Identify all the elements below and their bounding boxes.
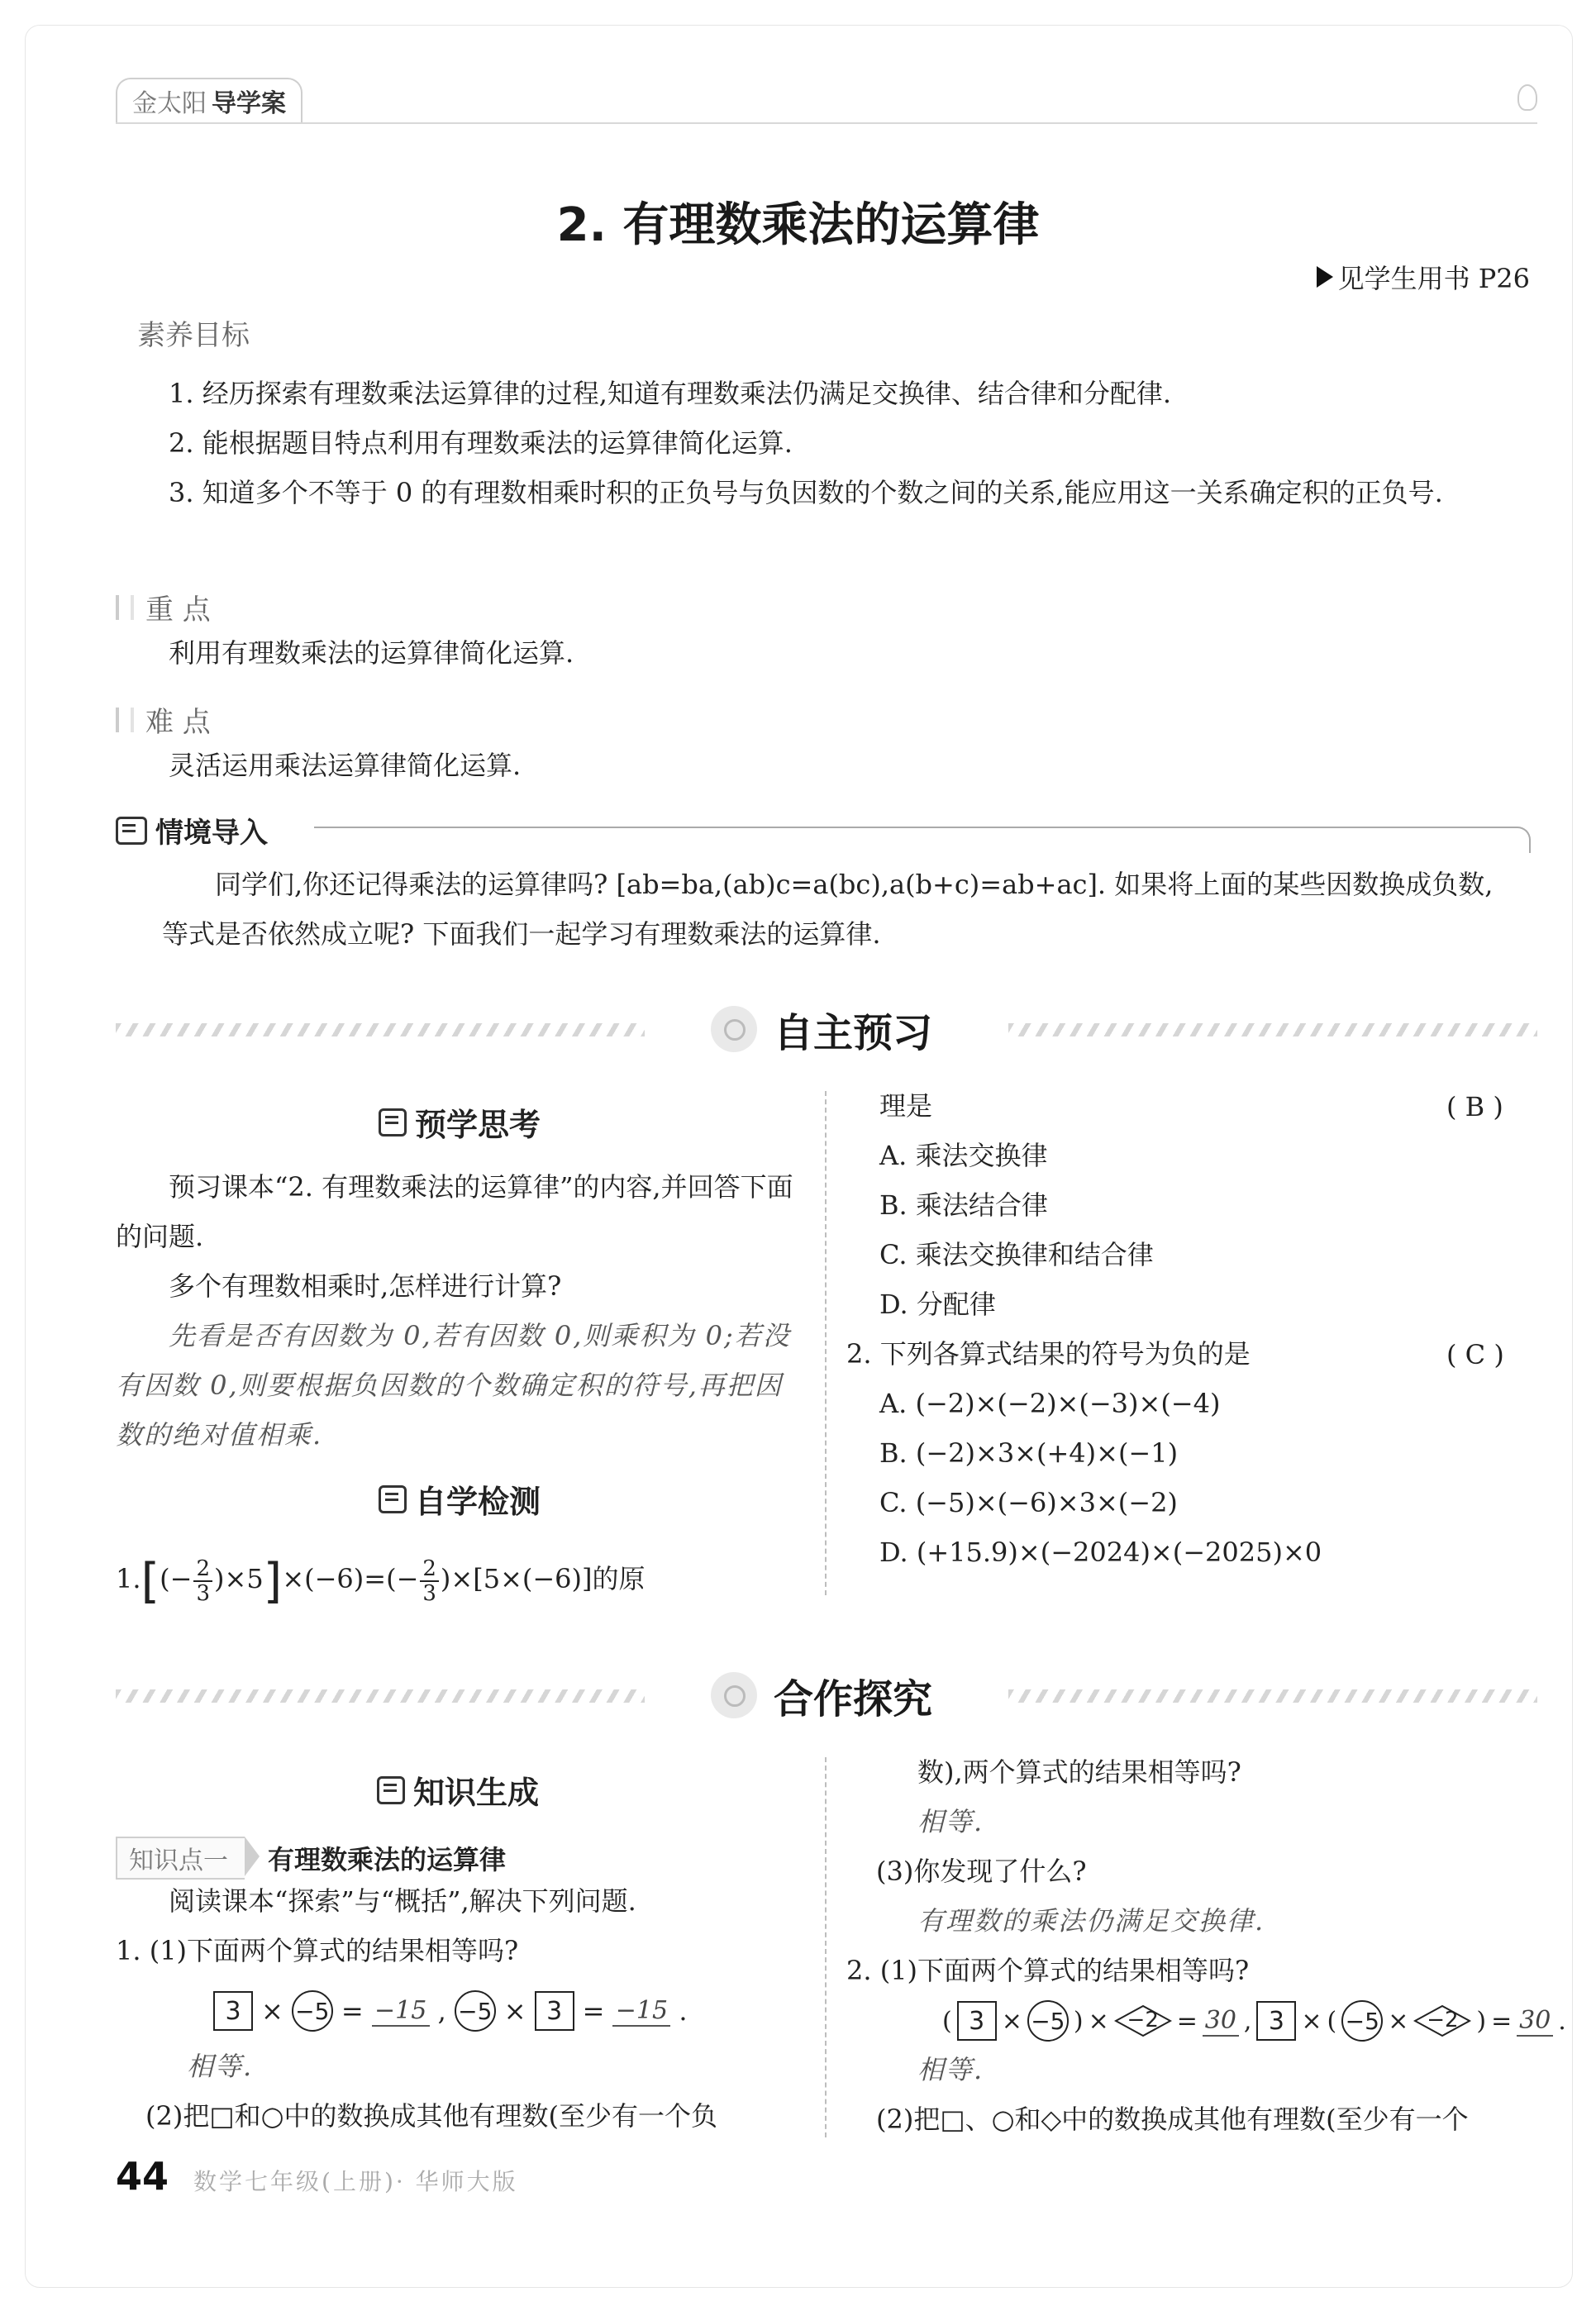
check-heading <box>379 1476 541 1522</box>
column-divider <box>825 1091 827 1595</box>
times-sign: × <box>261 1995 283 2027</box>
q2-answer: ( C ) <box>1446 1339 1504 1370</box>
check-title: 自学检测 <box>415 1484 541 1520</box>
goal-item: 3. 知道多个不等于 0 的有理数相乘时积的正负号与负因数的个数之间的关系,能应用这一关系确定积的正负号. <box>169 477 1443 508</box>
equals-sign: = <box>1491 2006 1513 2036</box>
coop-q1-2: (2)把□和○中的数换成其他有理数(至少有一个负 <box>145 2100 717 2132</box>
square-box: 3 <box>1256 2001 1296 2041</box>
book-reference <box>1317 258 1530 296</box>
magnifier-icon <box>711 1006 757 1052</box>
bulb-icon <box>1517 84 1537 111</box>
key-point-label <box>116 587 211 627</box>
circle-box: −5 <box>455 1990 496 2032</box>
q2-option: B. (−2)×3×(+4)×(−1) <box>879 1437 1179 1469</box>
circle-box: −5 <box>1027 2000 1069 2042</box>
coop-q1-2-cont: 数),两个算式的结果相等吗? <box>917 1756 1241 1788</box>
q2-option: A. (−2)×(−2)×(−3)×(−4) <box>879 1388 1221 1419</box>
equation-row-2 <box>942 2000 1566 2042</box>
equals-sign: = <box>1176 2006 1198 2036</box>
times-sign: × <box>1301 2006 1322 2036</box>
goals-list <box>116 369 1537 517</box>
square-box: 3 <box>213 1991 253 2031</box>
fraction-denominator: 3 <box>196 1580 211 1606</box>
times-sign: × <box>1001 2006 1022 2036</box>
magnifier-icon <box>711 1672 757 1718</box>
q1-part-c: ×(−6)= <box>282 1563 387 1594</box>
paren-open: ( <box>1327 2006 1337 2036</box>
separator: , <box>437 1995 446 2027</box>
q1-number: 1. <box>116 1563 141 1594</box>
circle-box: −5 <box>292 1990 333 2032</box>
footer-text: 数学七年级(上册)· 华师大版 <box>193 2168 518 2195</box>
fraction-numerator: 2 <box>420 1557 439 1582</box>
fraction <box>420 1557 439 1605</box>
bracket-close: ] <box>263 1552 283 1609</box>
goal-item: 1. 经历探索有理数乘法运算律的过程,知道有理数乘法仍满足交换律、结合律和分配律. <box>169 378 1172 409</box>
header-brand <box>116 78 1537 124</box>
answer-equal: 相等. <box>917 1806 984 1837</box>
coop-q2-2: (2)把□、○和◇中的数换成其他有理数(至少有一个 <box>876 2104 1469 2135</box>
difficulty-text: 灵活运用乘法运算律简化运算. <box>169 750 522 781</box>
dash-icon <box>116 595 134 620</box>
q1-continuation: 理是 <box>879 1090 933 1122</box>
q1-part-d: ×[5×(−6)]的原 <box>450 1563 646 1594</box>
times-sign: × <box>1388 2006 1409 2036</box>
q1-option: B. 乘法结合律 <box>879 1189 1048 1221</box>
key-point-text: 利用有理数乘法的运算律简化运算. <box>169 637 574 669</box>
q2-option: D. (+15.9)×(−2024)×(−2025)×0 <box>879 1537 1322 1568</box>
q1-answer: ( B ) <box>1446 1091 1503 1122</box>
separator: , <box>1243 2006 1252 2036</box>
answer-blank: 30 <box>1203 2006 1239 2037</box>
preview-banner-title: 自主预习 <box>764 1001 942 1058</box>
notebook-icon <box>377 1776 405 1804</box>
equals-sign: = <box>341 1995 364 2027</box>
coop-q1-3: (3)你发现了什么? <box>876 1856 1087 1887</box>
square-box: 3 <box>535 1991 574 2031</box>
brand-series: 导学案 <box>212 89 286 118</box>
q1-part-a2: (− <box>386 1563 419 1594</box>
page-number: 44 <box>116 2154 169 2199</box>
banner-decoration <box>116 1689 645 1703</box>
book-icon <box>379 1108 407 1136</box>
goals-label: 素养目标 <box>137 319 250 352</box>
intro-title: 情境导入 <box>155 817 268 850</box>
paren-open: ( <box>942 2006 952 2036</box>
answer-blank: 30 <box>1517 2006 1553 2037</box>
gen-title: 知识生成 <box>413 1775 540 1811</box>
q1-option: C. 乘法交换律和结合律 <box>879 1239 1154 1270</box>
dash-icon <box>116 708 134 732</box>
q1-part-a: (− <box>160 1563 193 1594</box>
fraction-denominator: 3 <box>422 1580 436 1606</box>
paren-close: ) <box>1476 2006 1487 2036</box>
diamond-value: −2 <box>1427 2008 1459 2032</box>
gen-heading <box>377 1767 539 1813</box>
knowledge-point-tag <box>116 1837 506 1880</box>
page-title: 2. 有理数乘法的运算律 <box>556 198 1040 252</box>
circle-box: −5 <box>1341 2000 1383 2042</box>
times-sign: × <box>503 1995 526 2027</box>
intro-heading <box>116 810 268 851</box>
brand-logo <box>116 78 303 122</box>
q1-part-b: )×5 <box>214 1563 264 1594</box>
think-text: 预习课本“2. 有理数乘法的运算律”的内容,并回答下面的问题. <box>116 1171 793 1252</box>
q1-option: D. 分配律 <box>879 1289 996 1320</box>
think-heading <box>379 1099 541 1145</box>
think-question: 多个有理数相乘时,怎样进行计算? <box>169 1270 562 1302</box>
q2-option: C. (−5)×(−6)×3×(−2) <box>879 1487 1178 1518</box>
period: . <box>1558 2006 1566 2036</box>
intro-text: 同学们,你还记得乘法的运算律吗? [ab=ba,(ab)c=a(bc),a(b+c)=ab+ac]. 如果将上面的某些因数换成负数,等式是否依然成立呢? 下面我们一起学习有理数乘法的运算律. <box>162 869 1494 950</box>
chat-icon <box>116 817 147 845</box>
kp-title: 有理数乘法的运算律 <box>268 1844 507 1875</box>
difficulty-label-text: 难 点 <box>145 706 211 739</box>
banner-decoration <box>1008 1689 1537 1703</box>
times-sign: × <box>1088 2006 1109 2036</box>
think-answer: 先看是否有因数为 0,若有因数 0,则乘积为 0;若没有因数 0,则要根据负因数的个数确定积的符号,再把因数的绝对值相乘. <box>116 1320 791 1451</box>
coop-read: 阅读课本“探索”与“概括”,解决下列问题. <box>169 1885 636 1917</box>
coop-banner-title: 合作探究 <box>764 1667 942 1724</box>
equation-row-1 <box>213 1990 688 2032</box>
preview-banner <box>116 992 1537 1066</box>
column-divider <box>825 1757 827 2137</box>
diamond-box <box>1413 2004 1471 2037</box>
check-icon <box>379 1485 407 1513</box>
banner-decoration <box>116 1023 645 1036</box>
answer-blank: −15 <box>612 1996 670 2027</box>
q1-paren-close: ) <box>440 1563 451 1594</box>
book-reference-text: 见学生用书 P26 <box>1337 263 1530 294</box>
q1-option: A. 乘法交换律 <box>879 1140 1048 1171</box>
paren-close: ) <box>1073 2006 1084 2036</box>
key-point-label-text: 重 点 <box>145 593 211 627</box>
check-q1 <box>116 1546 810 1614</box>
banner-decoration <box>1008 1023 1537 1036</box>
difficulty-label <box>116 699 211 740</box>
brand-name: 金太阳 <box>132 89 207 118</box>
period: . <box>679 1995 688 2027</box>
square-box: 3 <box>957 2001 997 2041</box>
coop-q2-1: 2. (1)下面两个算式的结果相等吗? <box>846 1955 1250 1986</box>
fraction <box>193 1557 212 1605</box>
diamond-box <box>1114 2004 1172 2037</box>
diamond-value: −2 <box>1127 2008 1159 2032</box>
answer-find: 有理数的乘法仍满足交换律. <box>917 1905 1265 1937</box>
answer-equal: 相等. <box>187 2051 254 2082</box>
page-footer <box>116 2154 518 2199</box>
think-title: 预学思考 <box>415 1107 541 1143</box>
triangle-icon <box>1317 266 1333 288</box>
q2-stem: 2. 下列各算式结果的符号为负的是 <box>846 1338 1251 1370</box>
goal-item: 2. 能根据题目特点利用有理数乘法的运算律简化运算. <box>169 427 793 459</box>
answer-blank: −15 <box>372 1996 430 2027</box>
answer-equal: 相等. <box>917 2054 984 2085</box>
coop-q1-1: 1. (1)下面两个算式的结果相等吗? <box>116 1935 519 1966</box>
equals-sign: = <box>582 1995 605 2027</box>
bracket-open: [ <box>141 1552 160 1609</box>
kp-tag-label: 知识点一 <box>116 1837 245 1880</box>
intro-rule <box>314 827 1531 853</box>
coop-banner <box>116 1658 1537 1732</box>
fraction-numerator: 2 <box>193 1557 212 1582</box>
